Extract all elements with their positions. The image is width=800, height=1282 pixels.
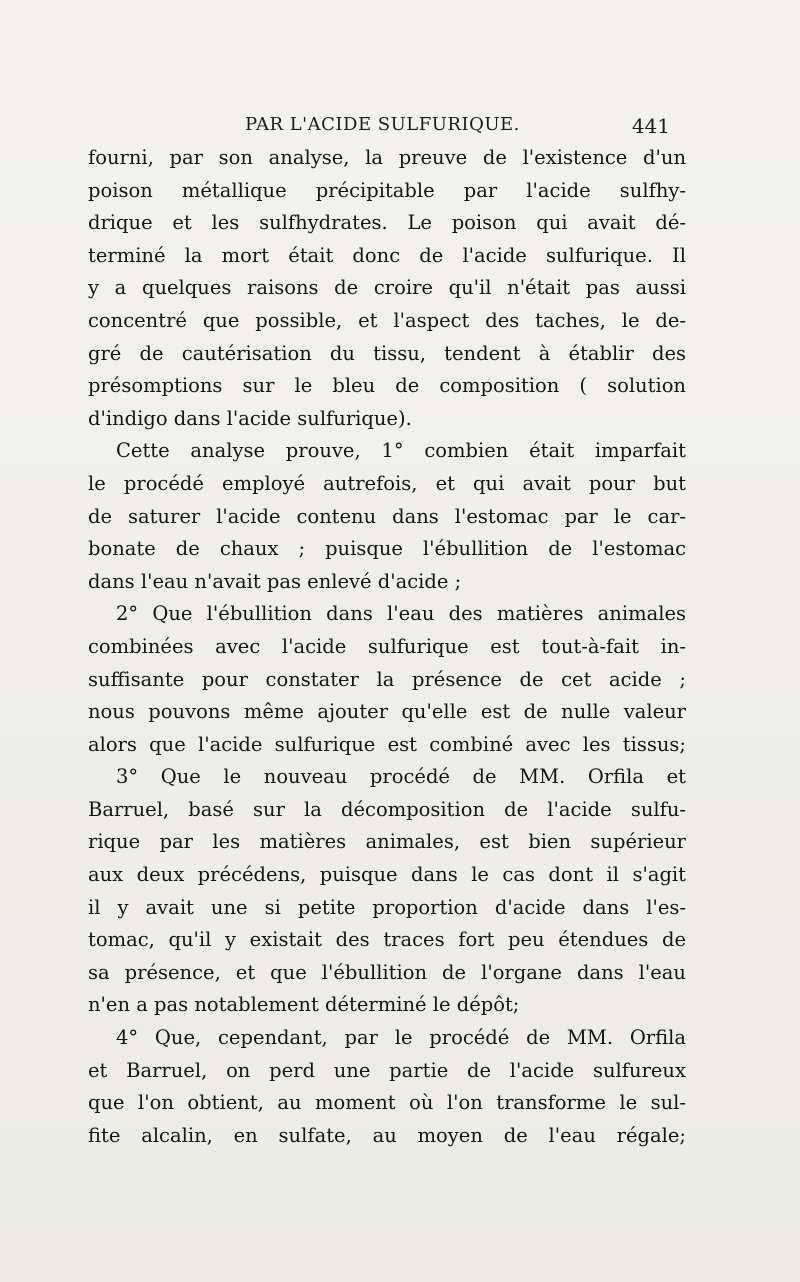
text-line: il y avait une si petite proportion d'acide dans l'es-	[88, 895, 686, 919]
text-line: le procédé employé autrefois, et qui avait pour but	[88, 471, 686, 495]
text-line: présomptions sur le bleu de composition ( solution	[88, 374, 686, 398]
running-head: PAR L'ACIDE SULFURIQUE.	[245, 114, 520, 135]
text-line: drique et les sulfhydrates. Le poison qui avait dé-	[88, 211, 686, 235]
text-line: terminé la mort était donc de l'acide sulfurique. Il	[88, 243, 686, 267]
text-line: alors que l'acide sulfurique est combiné avec les tissus;	[88, 732, 686, 756]
text-line: y a quelques raisons de croire qu'il n'était pas aussi	[88, 276, 686, 300]
text-line: concentré que possible, et l'aspect des taches, le de-	[88, 308, 686, 332]
text-line: 4° Que, cependant, par le procédé de MM. Orfila	[116, 1026, 686, 1050]
text-line: aux deux précédens, puisque dans le cas dont il s'agit	[88, 863, 686, 887]
text-line: d'indigo dans l'acide sulfurique).	[88, 406, 412, 430]
body-text	[88, 142, 686, 1152]
page-number: 441	[631, 114, 670, 138]
text-line: fite alcalin, en sulfate, au moyen de l'eau régale;	[88, 1123, 686, 1147]
text-line: que l'on obtient, au moment où l'on transforme le sul-	[88, 1091, 686, 1115]
text-line: bonate de chaux ; puisque l'ébullition de l'estomac	[88, 537, 686, 561]
text-line: 2° Que l'ébullition dans l'eau des matières animales	[116, 602, 686, 626]
text-line: gré de cautérisation du tissu, tendent à établir des	[88, 341, 686, 365]
text-line: tomac, qu'il y existait des traces fort peu étendues de	[88, 928, 686, 952]
text-line: dans l'eau n'avait pas enlevé d'acide ;	[88, 569, 462, 593]
text-line: fourni, par son analyse, la preuve de l'existence d'un	[88, 146, 686, 169]
text-line: poison métallique précipitable par l'acide sulfhy-	[88, 178, 686, 202]
text-line: sa présence, et que l'ébullition de l'organe dans l'eau	[88, 960, 686, 984]
text-line: suffisante pour constater la présence de cet acide ;	[88, 667, 686, 691]
text-line: 3° Que le nouveau procédé de MM. Orfila et	[116, 765, 686, 789]
page-header	[90, 112, 680, 142]
text-line: Barruel, basé sur la décomposition de l'acide sulfu-	[88, 797, 686, 821]
text-line: et Barruel, on perd une partie de l'acide sulfureux	[88, 1058, 686, 1082]
text-line: combinées avec l'acide sulfurique est tout-à-fait in-	[88, 634, 686, 658]
text-line: rique par les matières animales, est bien supérieur	[88, 830, 686, 854]
text-line: Cette analyse prouve, 1° combien était imparfait	[116, 439, 686, 463]
text-line: nous pouvons même ajouter qu'elle est de nulle valeur	[88, 700, 686, 724]
text-line: de saturer l'acide contenu dans l'estomac par le car-	[88, 504, 686, 528]
text-line: n'en a pas notablement déterminé le dépôt;	[88, 993, 520, 1017]
